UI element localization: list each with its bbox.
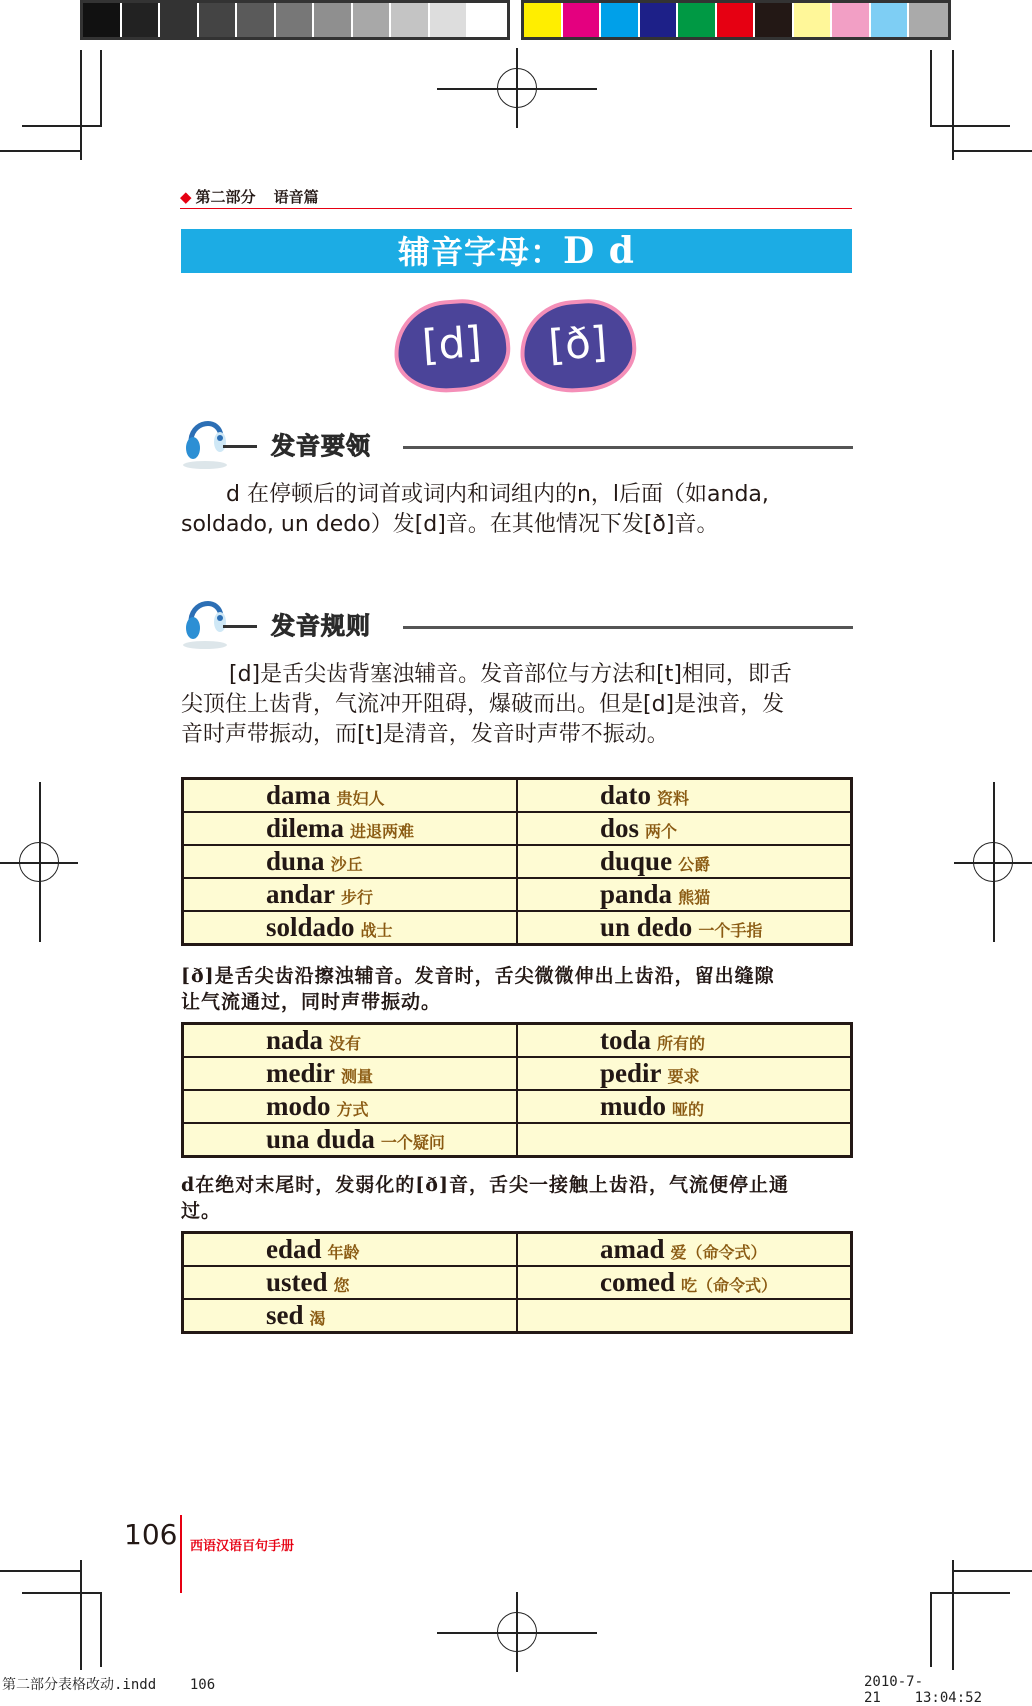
spanish-word: amad [600,1234,665,1264]
phoneme-bubble-d [391,296,513,396]
color-swatch [160,3,199,37]
slug-timestamp [864,1674,1032,1706]
vocab-cell [517,1266,852,1299]
color-swatch [755,3,794,37]
phoneme-label: [d] [420,316,484,371]
page-title [181,229,852,273]
headphones-icon [181,590,231,650]
chinese-meaning: 渴 [309,1309,326,1328]
chinese-meaning: 一个疑问 [380,1133,445,1152]
vocab-cell [517,878,852,911]
phoneme-label: [ð] [546,317,609,370]
crop-mark [100,50,102,125]
table-row [183,845,852,878]
chinese-meaning: 贵妇人 [336,789,385,808]
color-swatch [832,3,871,37]
slug-file [2,1674,215,1694]
gray-color-bar [80,0,510,40]
vocab-table-eth [181,1022,853,1158]
section-header [180,186,319,207]
vocab-cell [517,812,852,845]
spanish-word: dos [600,813,640,843]
vocab-table-final-d [181,1231,853,1334]
vocab-cell [183,878,518,911]
vocab-cell [183,1057,518,1090]
crop-mark [993,782,995,942]
note-line: 过。 [181,1200,222,1222]
vocab-cell [183,1024,518,1058]
color-swatch [276,3,315,37]
rules-paragraph [181,660,853,750]
vocab-cell [183,1123,518,1157]
chinese-meaning: 方式 [336,1100,369,1119]
vocab-cell [183,812,518,845]
crop-mark [100,1592,102,1667]
chinese-meaning: 所有的 [657,1034,706,1053]
crop-mark [22,125,102,127]
vocab-cell [183,1266,518,1299]
header-rule [180,208,852,209]
chinese-meaning: 吃（命令式） [680,1276,777,1295]
spanish-word: andar [266,879,336,909]
table-row [183,1299,852,1333]
color-swatch [794,3,833,37]
spanish-word: nada [266,1025,324,1055]
crop-mark [22,1592,102,1594]
color-swatch [909,3,948,37]
spanish-word: modo [266,1091,331,1121]
vocab-cell [183,1233,518,1267]
section-label: 语音篇 [273,188,319,206]
vocab-cell [183,1090,518,1123]
table-row [183,1090,852,1123]
spanish-word: medir [266,1058,335,1088]
vocab-cell [517,779,852,813]
footer-divider [180,1515,182,1593]
crop-mark [952,1560,954,1670]
crop-mark [930,1592,932,1667]
title-prefix: 辅音字母： [398,233,564,271]
chinese-meaning: 战士 [360,921,393,940]
color-swatch [83,3,122,37]
note-line: 让气流通过，同时声带振动。 [181,991,442,1013]
color-swatch [122,3,161,37]
page-number: 106 [124,1518,178,1551]
spanish-word: pedir [600,1058,662,1088]
crop-mark [0,150,80,152]
color-swatch [199,3,238,37]
spanish-word: soldado [266,912,355,942]
slug-page: 106 [189,1677,216,1693]
table-row [183,911,852,945]
crop-mark [80,50,82,160]
subsection-dash [223,625,257,628]
chinese-meaning: 熊猫 [678,888,711,907]
table-row [183,878,852,911]
slug-filename: 第二部分表格改动.indd [2,1677,157,1693]
spanish-word: mudo [600,1091,667,1121]
vocab-cell [517,1233,852,1267]
crop-mark [930,1592,1010,1594]
table-row [183,1024,852,1058]
note-line: d在绝对末尾时，发弱化的[ð]音，舌尖一接触上齿沿，气流便停止通 [181,1174,789,1196]
vocab-cell [517,911,852,945]
chinese-meaning: 哑的 [672,1100,705,1119]
spanish-word: dilema [266,813,344,843]
color-swatch [871,3,910,37]
vocab-cell [183,911,518,945]
crop-mark [0,1570,80,1572]
subsection-label: 发音规则 [271,612,371,640]
spanish-word: dama [266,780,331,810]
vocab-cell [517,1057,852,1090]
spanish-word: toda [600,1025,652,1055]
vocab-cell [517,1123,852,1157]
note-line: [ð]是舌尖齿沿擦浊辅音。发音时，舌尖微微伸出上齿沿，留出缝隙 [181,965,775,987]
crop-mark [952,50,954,160]
chinese-meaning: 没有 [329,1034,362,1053]
slug-date: 2010-7-21 [864,1674,924,1706]
book-title: 西语汉语百句手册 [190,1539,295,1554]
vocab-table-d [181,777,853,946]
spanish-word: sed [266,1300,304,1330]
final-d-note [181,1172,853,1224]
color-swatch [717,3,756,37]
vocab-cell [517,1090,852,1123]
color-swatch [391,3,430,37]
spanish-word: edad [266,1234,322,1264]
subsection-pronunciation-rules [181,590,853,650]
table-row [183,779,852,813]
spanish-word: un dedo [600,912,693,942]
paragraph-line: soldado, un dedo）发[d]音。在其他情况下发[ð]音。 [181,512,719,537]
color-swatch [524,3,563,37]
subsection-dash [223,445,257,448]
color-swatch [353,3,392,37]
spanish-word: panda [600,879,673,909]
spanish-word: comed [600,1267,675,1297]
color-swatch [314,3,353,37]
table-row [183,1266,852,1299]
chinese-meaning: 两个 [645,822,678,841]
chinese-meaning: 年龄 [327,1243,360,1262]
table-row [183,1233,852,1267]
table-row [183,812,852,845]
eth-note [181,963,853,1015]
color-swatch [601,3,640,37]
spanish-word: una duda [266,1124,375,1154]
chinese-meaning: 您 [333,1276,350,1295]
vocab-cell [517,1299,852,1333]
diamond-icon: ◆ [180,188,192,206]
vocab-cell [517,845,852,878]
paragraph-line: 音时声带振动，而[t]是清音，发音时声带不振动。 [181,722,669,747]
chinese-meaning: 要求 [667,1067,700,1086]
spanish-word: dato [600,780,652,810]
color-swatch [640,3,679,37]
subsection-label: 发音要领 [271,432,371,460]
crop-mark [80,1560,82,1670]
headphones-icon [181,410,231,470]
color-swatch [430,3,469,37]
vocab-cell [183,779,518,813]
crop-mark [952,1570,1032,1572]
color-swatch [468,3,507,37]
table-row [183,1057,852,1090]
part-label: 第二部分 [195,188,256,206]
crop-mark [516,48,518,128]
chinese-meaning: 一个手指 [698,921,763,940]
spanish-word: duque [600,846,673,876]
chinese-meaning: 沙丘 [330,855,363,874]
paragraph-line: 尖顶住上齿背，气流冲开阻碍，爆破而出。但是[d]是浊音，发 [181,692,785,717]
chinese-meaning: 公爵 [678,855,711,874]
chinese-meaning: 资料 [657,789,690,808]
spanish-word: duna [266,846,325,876]
process-color-bar [521,0,951,40]
chinese-meaning: 爱（命令式） [670,1243,767,1262]
chinese-meaning: 进退两难 [350,822,415,841]
subsection-rule [403,446,853,449]
crop-mark [516,1592,518,1672]
table-row [183,1123,852,1157]
color-swatch [237,3,276,37]
crop-mark [930,125,1010,127]
crop-mark [39,782,41,942]
subsection-rule [403,626,853,629]
vocab-cell [517,1024,852,1058]
slug-time: 13:04:52 [914,1690,983,1706]
spanish-word: usted [266,1267,328,1297]
crop-mark [952,150,1032,152]
chinese-meaning: 步行 [341,888,374,907]
pronunciation-paragraph [181,480,853,540]
phoneme-bubble-eth [517,296,639,396]
paragraph-line: d 在停顿后的词首或词内和词组内的n，l后面（如anda, [226,482,769,507]
vocab-cell [183,845,518,878]
color-swatch [563,3,602,37]
color-swatch [678,3,717,37]
chinese-meaning: 测量 [340,1067,373,1086]
title-letters: D d [563,230,635,272]
paragraph-line: [d]是舌尖齿背塞浊辅音。发音部位与方法和[t]相同，即舌 [229,662,792,687]
crop-mark [930,50,932,125]
vocab-cell [183,1299,518,1333]
subsection-pronunciation-essentials [181,410,853,470]
